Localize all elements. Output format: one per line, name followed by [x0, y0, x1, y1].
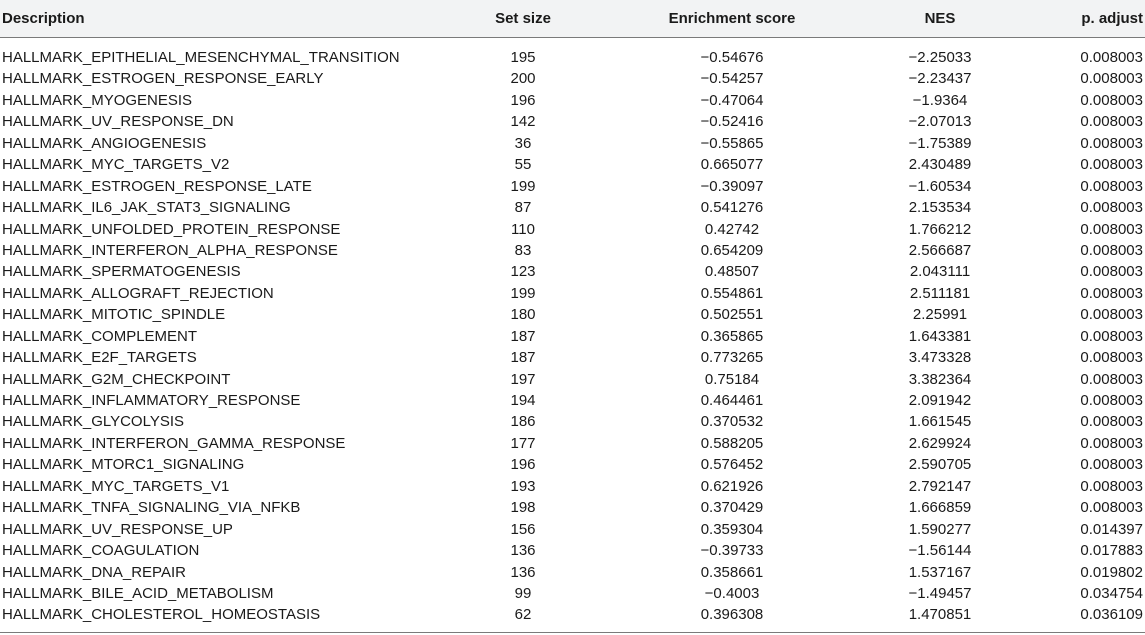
cell-enrichment-score: 0.576452: [700, 456, 764, 474]
cell-p-adjust: 0.008003: [1080, 284, 1143, 302]
cell-set-size: 197: [510, 370, 536, 388]
cell-nes: −1.56144: [908, 542, 972, 560]
cell-description: HALLMARK_MITOTIC_SPINDLE: [2, 306, 226, 324]
cell-nes: 2.153534: [908, 199, 972, 217]
cell-set-size: 87: [514, 199, 532, 217]
cell-set-size: 199: [510, 284, 536, 302]
cell-nes: 2.043111: [909, 263, 971, 281]
cell-nes: 2.590705: [908, 456, 972, 474]
table-row: [0, 176, 1145, 197]
cell-set-size: 194: [510, 392, 536, 409]
cell-set-size: 200: [510, 70, 536, 88]
cell-description: HALLMARK_INTERFERON_GAMMA_RESPONSE: [2, 434, 346, 452]
table-row: [0, 411, 1145, 432]
cell-description: HALLMARK_IL6_JAK_STAT3_SIGNALING: [2, 199, 291, 217]
cell-description: HALLMARK_COAGULATION: [2, 542, 200, 560]
cell-nes: 1.590277: [908, 520, 972, 538]
table-row: [0, 326, 1145, 347]
cell-p-adjust: 0.008003: [1080, 70, 1143, 88]
table-row: [0, 476, 1145, 497]
cell-description: HALLMARK_MTORC1_SIGNALING: [2, 456, 245, 474]
cell-nes: 2.25991: [912, 306, 968, 324]
cell-p-adjust: 0.008003: [1080, 177, 1143, 195]
cell-enrichment-score: 0.365865: [700, 327, 764, 345]
cell-description: HALLMARK_EPITHELIAL_MESENCHYMAL_TRANSITION: [2, 49, 400, 66]
cell-set-size: 196: [510, 91, 536, 109]
cell-description: HALLMARK_SPERMATOGENESIS: [2, 263, 241, 281]
cell-description: HALLMARK_MYC_TARGETS_V1: [2, 477, 230, 495]
cell-enrichment-score: 0.42742: [704, 220, 760, 238]
cell-set-size: 83: [514, 241, 532, 259]
cell-p-adjust: 0.008003: [1080, 434, 1143, 452]
cell-p-adjust: 0.008003: [1080, 499, 1143, 517]
cell-nes: 1.537167: [908, 563, 972, 581]
cell-description: HALLMARK_E2F_TARGETS: [2, 349, 197, 367]
cell-p-adjust: 0.008003: [1080, 349, 1143, 367]
table-row: [0, 519, 1145, 540]
cell-p-adjust: 0.008003: [1080, 327, 1143, 345]
table-row: [0, 240, 1145, 261]
table-row: [0, 197, 1145, 218]
table-row: [0, 47, 1145, 68]
table-row: [0, 604, 1145, 625]
cell-p-adjust: 0.008003: [1080, 241, 1143, 259]
cell-nes: 2.430489: [908, 156, 972, 174]
cell-enrichment-score: 0.654209: [700, 241, 764, 259]
table-row: [0, 540, 1145, 561]
cell-nes: 3.382364: [908, 370, 972, 388]
cell-description: HALLMARK_ANGIOGENESIS: [2, 134, 207, 152]
cell-p-adjust: 0.008003: [1080, 370, 1143, 388]
cell-nes: −1.49457: [908, 584, 972, 602]
cell-p-adjust: 0.008003: [1080, 220, 1143, 238]
cell-set-size: 156: [510, 520, 536, 538]
cell-set-size: 62: [514, 606, 532, 624]
table-row: [0, 562, 1145, 583]
cell-set-size: 195: [510, 49, 536, 66]
cell-set-size: 193: [510, 477, 536, 495]
cell-nes: 2.511181: [909, 284, 971, 302]
cell-set-size: 187: [510, 327, 536, 345]
table-row: [0, 154, 1145, 175]
cell-description: HALLMARK_ESTROGEN_RESPONSE_LATE: [2, 177, 312, 195]
cell-p-adjust: 0.008003: [1080, 156, 1143, 174]
cell-nes: −1.60534: [908, 177, 972, 195]
cell-set-size: 36: [514, 134, 532, 152]
cell-description: HALLMARK_CHOLESTEROL_HOMEOSTASIS: [2, 606, 321, 624]
cell-p-adjust: 0.036109: [1080, 606, 1143, 624]
cell-set-size: 196: [510, 456, 536, 474]
cell-description: HALLMARK_DNA_REPAIR: [2, 563, 186, 581]
cell-nes: 2.629924: [908, 434, 972, 452]
cell-p-adjust: 0.008003: [1080, 456, 1143, 474]
cell-nes: 1.666859: [908, 499, 972, 517]
cell-description: HALLMARK_COMPLEMENT: [2, 327, 198, 345]
table-body: [0, 47, 1145, 626]
cell-nes: −1.9364: [912, 91, 968, 109]
cell-p-adjust: 0.017883: [1080, 542, 1143, 560]
cell-enrichment-score: −0.52416: [700, 113, 764, 131]
cell-description: HALLMARK_MYC_TARGETS_V2: [2, 156, 230, 174]
cell-enrichment-score: 0.541276: [700, 199, 764, 217]
header-p-adjust: p. adjust: [1081, 10, 1143, 27]
cell-p-adjust: 0.008003: [1080, 263, 1143, 281]
header-enrichment-score: Enrichment score: [668, 10, 796, 27]
header-set-size: Set size: [495, 10, 551, 27]
table-row: [0, 369, 1145, 390]
cell-description: HALLMARK_G2M_CHECKPOINT: [2, 370, 231, 388]
cell-p-adjust: 0.008003: [1080, 49, 1143, 66]
cell-p-adjust: 0.008003: [1080, 306, 1143, 324]
cell-p-adjust: 0.008003: [1080, 199, 1143, 217]
bottom-rule: [0, 632, 1145, 633]
cell-nes: 1.643381: [908, 327, 972, 345]
cell-enrichment-score: −0.4003: [704, 584, 760, 602]
cell-enrichment-score: 0.773265: [700, 349, 764, 367]
cell-set-size: 99: [514, 584, 532, 602]
cell-nes: −2.07013: [908, 113, 972, 131]
cell-nes: 1.661545: [908, 413, 972, 431]
cell-p-adjust: 0.008003: [1080, 392, 1143, 409]
cell-nes: −2.23437: [908, 70, 972, 88]
cell-enrichment-score: −0.47064: [700, 91, 764, 109]
cell-enrichment-score: −0.54257: [700, 70, 764, 88]
cell-description: HALLMARK_UV_RESPONSE_UP: [2, 520, 233, 538]
cell-enrichment-score: 0.554861: [700, 284, 764, 302]
cell-nes: 1.470851: [908, 606, 972, 624]
cell-set-size: 177: [510, 434, 536, 452]
cell-nes: −1.75389: [908, 134, 972, 152]
cell-set-size: 180: [510, 306, 536, 324]
cell-set-size: 123: [510, 263, 536, 281]
cell-enrichment-score: 0.370429: [700, 499, 764, 517]
table-row: [0, 454, 1145, 475]
cell-p-adjust: 0.008003: [1080, 134, 1143, 152]
table-row: [0, 219, 1145, 240]
cell-nes: 2.091942: [908, 392, 972, 409]
cell-enrichment-score: 0.502551: [700, 306, 764, 324]
cell-description: HALLMARK_ALLOGRAFT_REJECTION: [2, 284, 274, 302]
cell-enrichment-score: 0.396308: [700, 606, 764, 624]
cell-enrichment-score: 0.75184: [704, 370, 760, 388]
cell-enrichment-score: 0.588205: [700, 434, 764, 452]
cell-description: HALLMARK_GLYCOLYSIS: [2, 413, 185, 431]
cell-nes: 2.566687: [908, 241, 972, 259]
cell-p-adjust: 0.008003: [1080, 113, 1143, 131]
table-row: [0, 90, 1145, 111]
table-row: [0, 261, 1145, 282]
cell-p-adjust: 0.008003: [1080, 413, 1143, 431]
cell-p-adjust: 0.008003: [1080, 477, 1143, 495]
cell-nes: 3.473328: [908, 349, 972, 367]
cell-p-adjust: 0.034754: [1080, 584, 1143, 602]
cell-enrichment-score: 0.464461: [700, 392, 764, 409]
cell-set-size: 187: [510, 349, 536, 367]
table-row: [0, 347, 1145, 368]
table-row: [0, 304, 1145, 325]
cell-enrichment-score: −0.54676: [700, 49, 764, 66]
table-row: [0, 111, 1145, 132]
cell-set-size: 198: [510, 499, 536, 517]
cell-set-size: 110: [511, 220, 535, 238]
table-row: [0, 68, 1145, 89]
header-nes: NES: [924, 10, 956, 27]
table-row: [0, 283, 1145, 304]
cell-description: HALLMARK_INFLAMMATORY_RESPONSE: [2, 392, 301, 409]
cell-description: HALLMARK_TNFA_SIGNALING_VIA_NFKB: [2, 499, 301, 517]
cell-enrichment-score: 0.370532: [700, 413, 764, 431]
cell-enrichment-score: 0.358661: [700, 563, 764, 581]
cell-p-adjust: 0.014397: [1080, 520, 1143, 538]
cell-enrichment-score: −0.39733: [700, 542, 764, 560]
cell-description: HALLMARK_ESTROGEN_RESPONSE_EARLY: [2, 70, 324, 88]
cell-set-size: 199: [510, 177, 536, 195]
cell-set-size: 186: [510, 413, 536, 431]
cell-enrichment-score: −0.55865: [700, 134, 764, 152]
table-row: [0, 433, 1145, 454]
cell-set-size: 142: [510, 113, 536, 131]
table-header: [0, 0, 1145, 38]
cell-set-size: 136: [510, 563, 536, 581]
cell-description: HALLMARK_INTERFERON_ALPHA_RESPONSE: [2, 241, 338, 259]
cell-enrichment-score: 0.621926: [700, 477, 764, 495]
table-row: [0, 583, 1145, 604]
table-row: [0, 133, 1145, 154]
cell-description: HALLMARK_MYOGENESIS: [2, 91, 193, 109]
cell-enrichment-score: 0.359304: [700, 520, 764, 538]
cell-p-adjust: 0.008003: [1080, 91, 1143, 109]
cell-description: HALLMARK_BILE_ACID_METABOLISM: [2, 584, 274, 602]
cell-nes: 2.792147: [908, 477, 972, 495]
cell-enrichment-score: 0.665077: [700, 156, 764, 174]
table-row: [0, 390, 1145, 411]
cell-p-adjust: 0.019802: [1080, 563, 1143, 581]
cell-nes: 1.766212: [908, 220, 972, 238]
cell-set-size: 136: [510, 542, 536, 560]
cell-nes: −2.25033: [908, 49, 972, 66]
cell-description: HALLMARK_UV_RESPONSE_DN: [2, 113, 234, 131]
header-description: Description: [2, 10, 85, 27]
cell-enrichment-score: −0.39097: [700, 177, 764, 195]
table-row: [0, 497, 1145, 518]
cell-enrichment-score: 0.48507: [704, 263, 760, 281]
cell-description: HALLMARK_UNFOLDED_PROTEIN_RESPONSE: [2, 220, 341, 238]
cell-set-size: 55: [514, 156, 532, 174]
